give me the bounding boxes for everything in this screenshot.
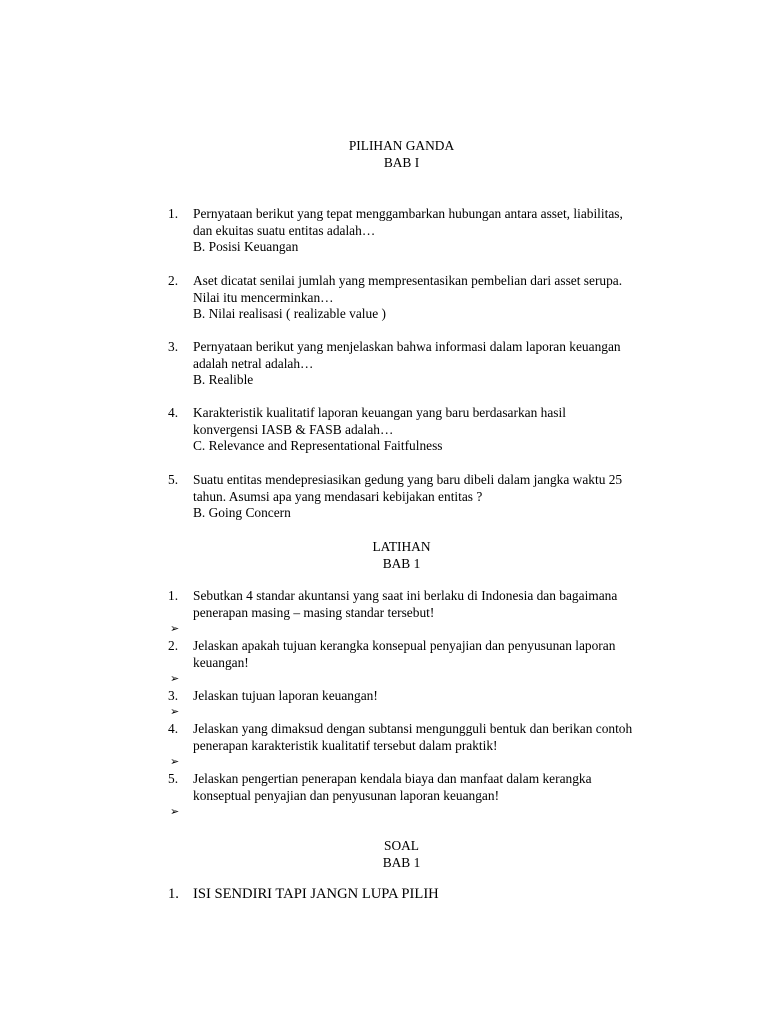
heading-title: LATIHAN [372, 539, 431, 554]
problem-text: ISI SENDIRI TAPI JANGN LUPA PILIH [193, 886, 439, 902]
question-text: Aset dicatat senilai jumlah yang mempresentasikan pembelian dari asset serupa. [193, 273, 623, 288]
heading-subtitle: BAB I [383, 155, 420, 170]
arrow-bullet-icon: ➢ [170, 705, 180, 718]
question-item [168, 472, 688, 522]
answer-text: B. Posisi Keuangan [193, 239, 299, 255]
question-item [168, 273, 688, 323]
exercise-text: Sebutkan 4 standar akuntansi yang saat ini berlaku di Indonesia dan bagaimana [193, 588, 618, 603]
exercise-item [168, 688, 688, 705]
answer-text: C. Relevance and Representational Faitfulness [193, 438, 443, 454]
arrow-bullet-icon: ➢ [170, 622, 180, 635]
answer-text: B. Realible [193, 372, 254, 388]
question-text: dan ekuitas suatu entitas adalah… [193, 222, 376, 238]
question-number: 3. [168, 339, 179, 354]
exercise-text: Jelaskan tujuan laporan keuangan! [193, 688, 378, 703]
arrow-bullet-icon: ➢ [170, 755, 180, 768]
exercise-number: 4. [168, 721, 179, 736]
exercise-number: 2. [168, 638, 179, 653]
answer-text: B. Nilai realisasi ( realizable value ) [193, 306, 386, 322]
heading-title: PILIHAN GANDA [348, 138, 455, 153]
problem-item [168, 886, 688, 903]
exercise-text: penerapan masing – masing standar tersebut! [193, 604, 435, 620]
exercise-text: penerapan karakteristik kualitatif tersebut dalam praktik! [193, 737, 498, 753]
exercise-text: Jelaskan yang dimaksud dengan subtansi mengungguli bentuk dan berikan contoh [193, 721, 633, 736]
heading-title: SOAL [384, 838, 419, 853]
question-text: Suatu entitas mendepresiasikan gedung yang baru dibeli dalam jangka waktu 25 [193, 472, 623, 487]
question-number: 1. [168, 206, 179, 221]
question-text: konvergensi IASB & FASB adalah… [193, 421, 394, 437]
question-text: Pernyataan berikut yang menjelaskan bahwa informasi dalam laporan keuangan [193, 339, 621, 354]
problem-number: 1. [168, 886, 179, 902]
question-text: adalah netral adalah… [193, 355, 314, 371]
exercise-number: 3. [168, 688, 179, 703]
question-text: Karakteristik kualitatif laporan keuangan yang baru berdasarkan hasil [193, 405, 566, 420]
exercise-item [168, 588, 688, 621]
exercise-text: Jelaskan apakah tujuan kerangka konsepual penyajian dan penyusunan laporan [193, 638, 616, 653]
exercise-item [168, 638, 688, 671]
section-title-pilihan-ganda [0, 137, 768, 171]
exercise-number: 5. [168, 771, 179, 786]
exercise-item [168, 721, 688, 754]
exercise-text: keuangan! [193, 654, 249, 670]
arrow-bullet-icon: ➢ [170, 805, 180, 818]
section-title-soal [0, 837, 768, 871]
heading-subtitle: BAB 1 [382, 556, 421, 571]
question-text: Nilai itu mencerminkan… [193, 289, 334, 305]
arrow-bullet-icon: ➢ [170, 672, 180, 685]
question-number: 4. [168, 405, 179, 420]
question-item [168, 339, 688, 389]
exercise-item [168, 771, 688, 804]
answer-text: B. Going Concern [193, 505, 291, 521]
exercise-number: 1. [168, 588, 179, 603]
question-text: tahun. Asumsi apa yang mendasari kebijakan entitas ? [193, 488, 483, 504]
exercise-text: konseptual penyajian dan penyusunan laporan keuangan! [193, 787, 500, 803]
question-number: 2. [168, 273, 179, 288]
question-number: 5. [168, 472, 179, 487]
section-title-latihan [0, 538, 768, 572]
exercise-text: Jelaskan pengertian penerapan kendala biaya dan manfaat dalam kerangka [193, 771, 592, 786]
heading-subtitle: BAB 1 [382, 855, 421, 870]
question-text: Pernyataan berikut yang tepat menggambarkan hubungan antara asset, liabilitas, [193, 206, 623, 221]
question-item [168, 405, 688, 455]
question-item [168, 206, 688, 256]
